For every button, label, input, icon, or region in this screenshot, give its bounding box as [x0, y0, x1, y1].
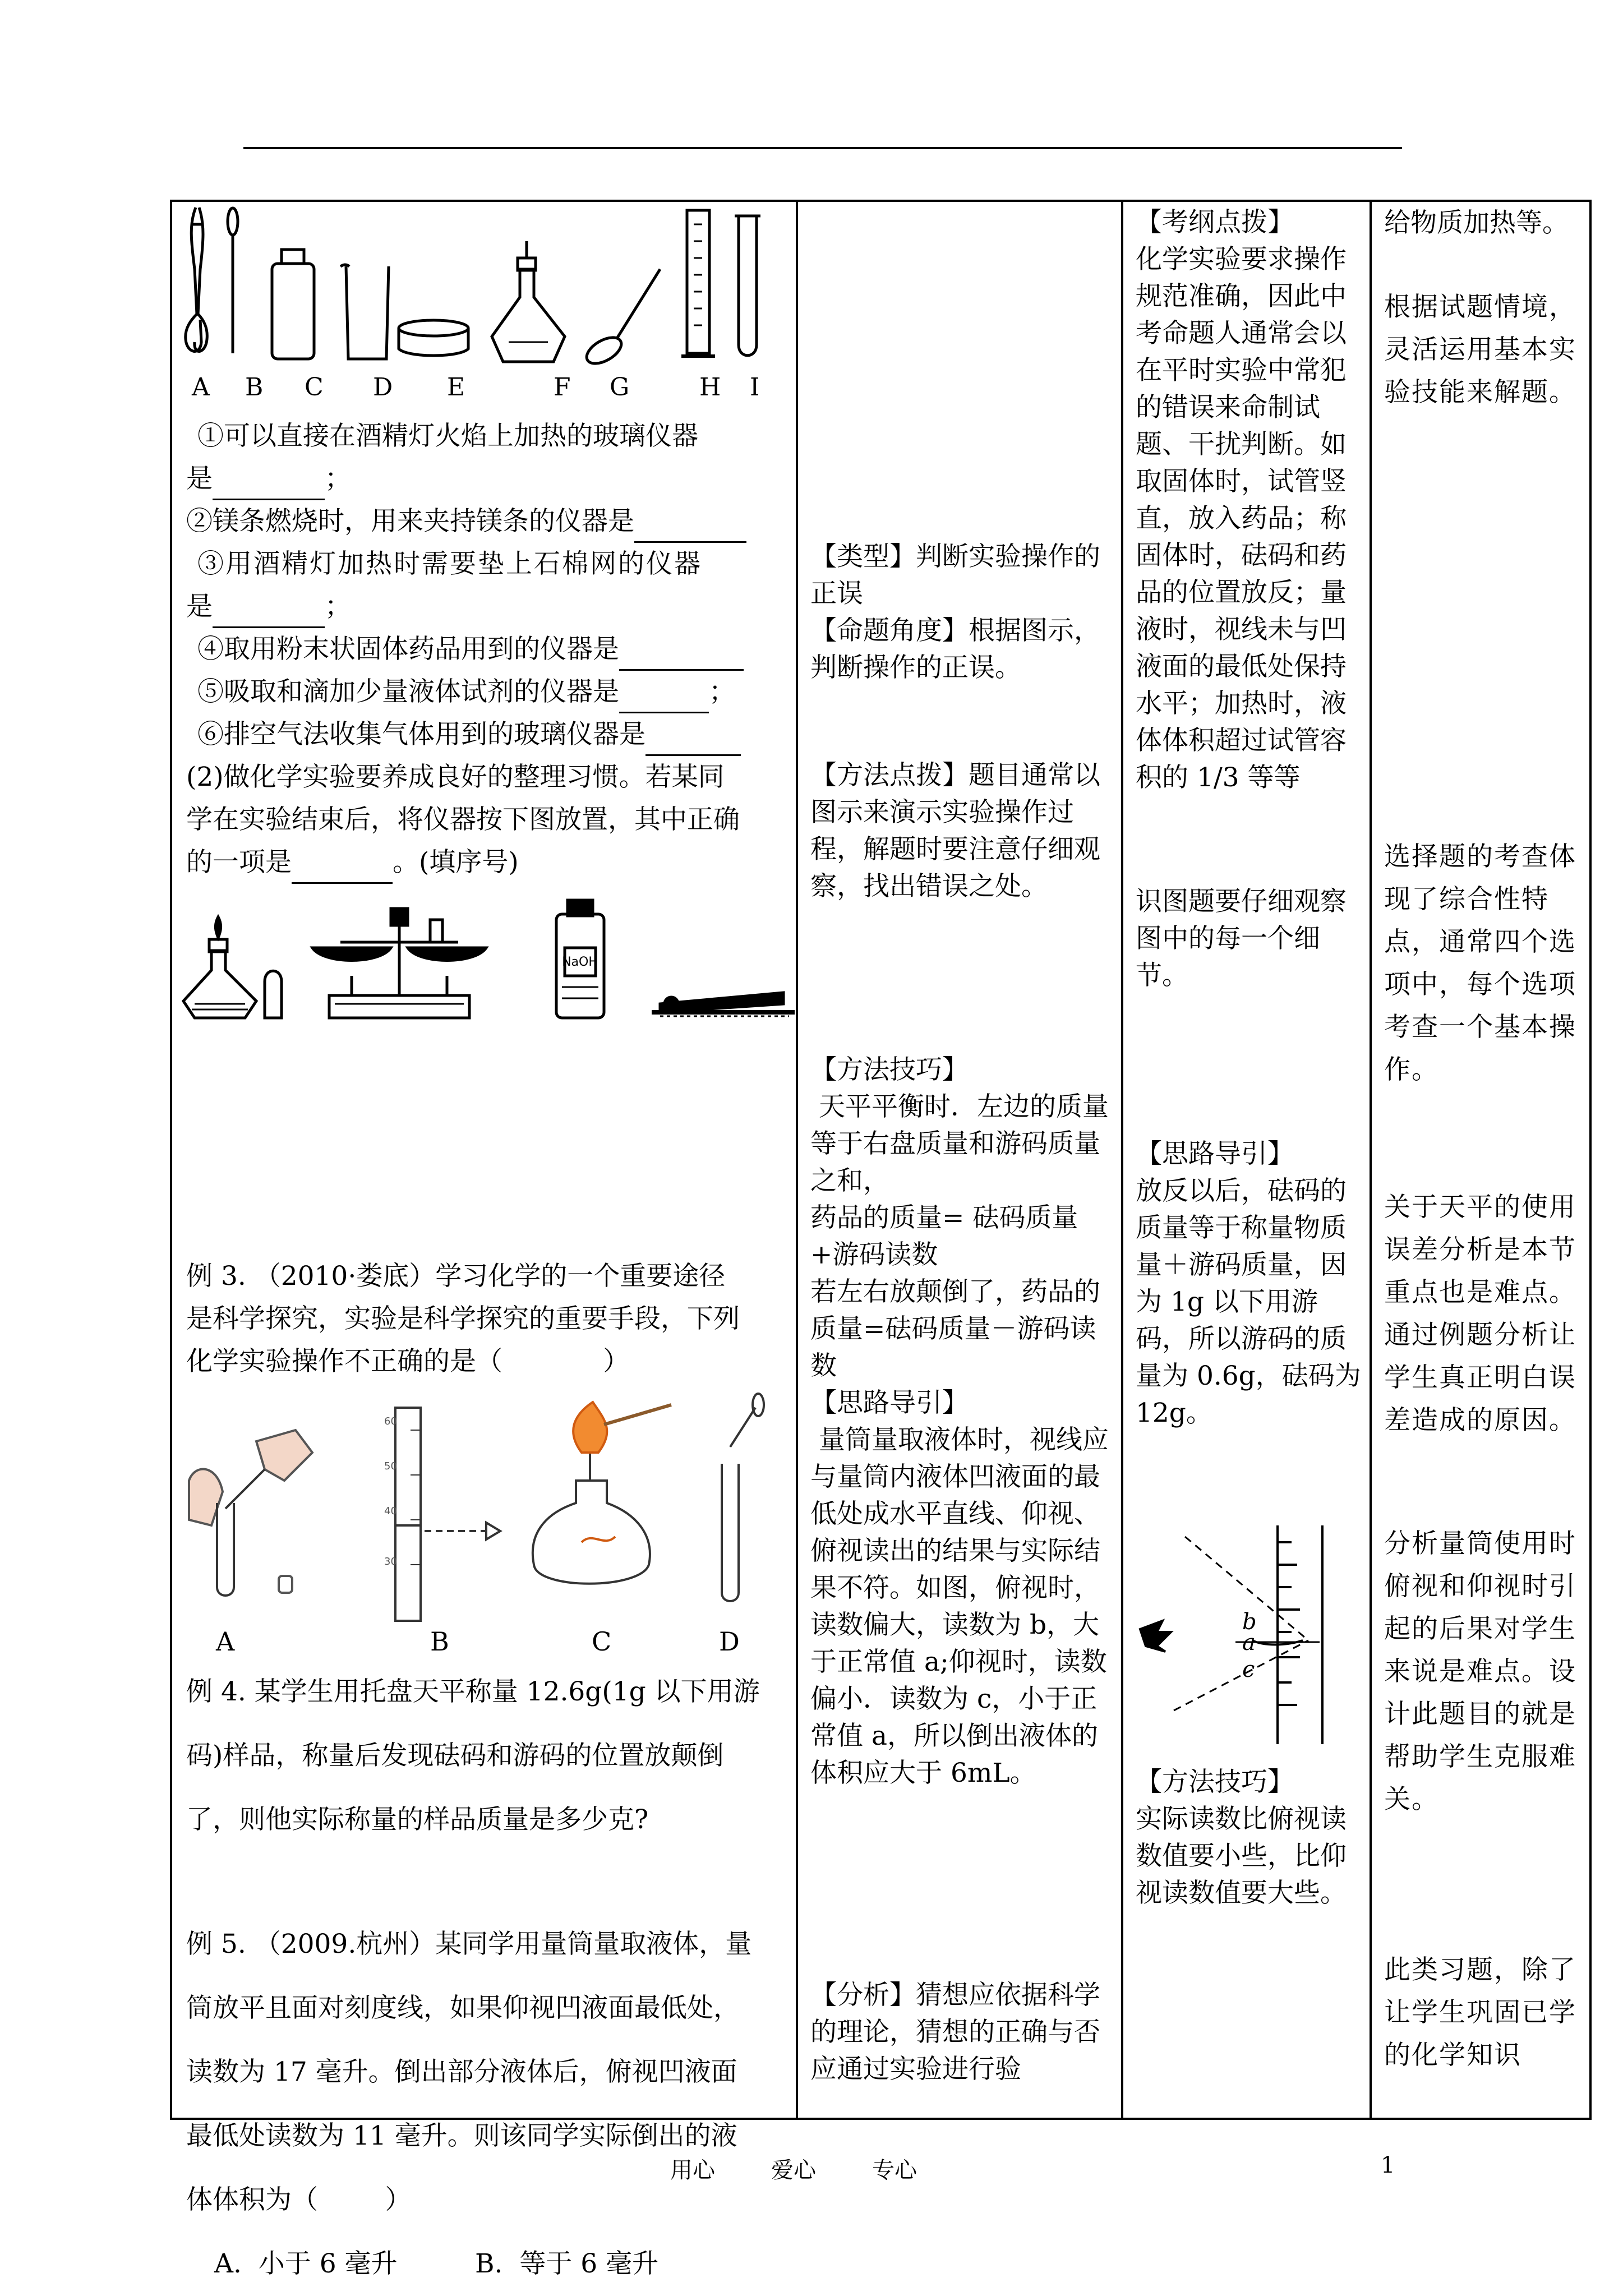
blank-1[interactable]: [213, 469, 325, 500]
example-3-line-1: 例 3. （2010·娄底）学习化学的一个重要途径: [186, 1261, 726, 1292]
letter-d: D: [373, 373, 393, 402]
note-1: 给物质加热等。: [1384, 208, 1569, 238]
cylinder-tick-50: 50: [384, 1460, 397, 1472]
think-guide: 【思路导引】 放反以后，砝码的质量等于称量物质量＋游码质量，因为 1g 以下用游码，所以游码的质量为 0.6g，砝码为 12g。: [1136, 1138, 1361, 1428]
letter-b: B: [245, 373, 264, 402]
example-5-line-4: 最低处读数为 11 毫升。则该同学实际倒出的液: [186, 2120, 737, 2151]
alcohol-lamp-icon: [492, 241, 565, 362]
example-3-line-2: 是科学探究，实验是科学探究的重要手段，下列: [186, 1303, 740, 1334]
header-rule: [243, 147, 1402, 149]
option-labels: [172, 1626, 798, 1660]
type-block: 【类型】判断实验操作的正误 【命题角度】根据图示，判断操作的正误。: [810, 541, 1100, 683]
tidy-up-figure: [172, 897, 798, 1021]
footer-motto-1: 用心: [670, 2157, 715, 2183]
reagent-bottle-icon: [272, 250, 314, 359]
dropping-liquid-icon: [722, 1394, 764, 1601]
instrument-letters: [183, 373, 789, 407]
fig-label-b: b: [1242, 1609, 1257, 1635]
crucible-tongs-icon: [186, 208, 208, 351]
example-4-line-1: 例 4. 某学生用托盘天平称量 12.6g(1g 以下用游: [186, 1676, 760, 1707]
example-4-line-3: 了，则他实际称量的样品质量是多少克?: [186, 1804, 649, 1835]
letter-h: H: [699, 373, 721, 402]
example-5-line-1: 例 5. （2009.杭州）某同学用量筒量取液体，量: [186, 1929, 752, 1960]
letter-f: F: [554, 373, 571, 402]
note-2: 根据试题情境，灵活运用基本实验技能来解题。: [1384, 292, 1576, 408]
letter-i: I: [750, 373, 760, 402]
option-c: C: [592, 1626, 612, 1657]
test-tube-icon: [735, 216, 760, 356]
question-3: ③用酒精灯加热时需要垫上石棉网的仪器: [197, 548, 702, 579]
example-5-line-2: 筒放平且面对刻度线，如果仰视凹液面最低处，: [186, 1993, 740, 2023]
footer-motto-3: 专心: [872, 2157, 917, 2183]
blank-5[interactable]: [619, 683, 709, 713]
note-5: 分析量筒使用时俯视和仰视时引起的后果对学生来说是难点。设计此题目的就是帮助学生克服难关。: [1384, 1528, 1576, 1815]
blank-6[interactable]: [645, 725, 741, 756]
cylinder-tick-40: 40: [384, 1505, 397, 1517]
cylinder-tick-30: 30: [384, 1556, 397, 1567]
method-skill: 【方法技巧】 天平平衡时．左边的质量等于右盘质量和游码质量之和， 药品的质量= 砝码质量+游码读数 若左右放颠倒了，药品的质量=砝码质量－游码读数 【思路导引】 量筒量取液体时，视线应与量筒内液体凹液面的最低处成水平直线、仰视、俯视读出的结果与实际结果不符。如图，俯视时，读数偏大，读数为 b，大于正常值 a;仰视时，读数偏小．读数为 c，小于正常值 a，所以倒出液体的体积应大于 6mL。: [810, 1054, 1109, 1788]
fig-label-a: a: [1242, 1630, 1256, 1656]
dish-icon: [399, 320, 468, 356]
letter-a: A: [192, 373, 210, 402]
fig-label-c: c: [1242, 1657, 1255, 1682]
test-tube-on-bench-icon: [652, 993, 795, 1016]
analysis: 【分析】猜想应依据科学的理论，猜想的正确与否应通过实验进行验: [810, 1980, 1100, 2085]
graduated-cylinder-icon: [681, 210, 715, 356]
blank-3[interactable]: [213, 597, 325, 628]
letter-e: E: [447, 373, 465, 402]
cylinder-tick-60: 60: [384, 1416, 397, 1427]
question-4: ④取用粉末状固体药品用到的仪器是: [197, 628, 744, 671]
reading-cylinder-icon: [395, 1408, 500, 1621]
example-5-line-5: 体体积为（ ）: [186, 2184, 412, 2215]
column-method: [798, 202, 1123, 2118]
example-5-option-a: A. 小于 6 毫升: [214, 2248, 398, 2279]
alcohol-lamp-icon: [183, 917, 282, 1018]
question-1: ①可以直接在酒精灯火焰上加热的玻璃仪器: [197, 421, 698, 451]
example-5-option-b: B. 等于 6 毫升: [475, 2248, 659, 2279]
option-b: B: [430, 1626, 449, 1657]
page-number: 1: [1381, 2152, 1395, 2178]
blank-2[interactable]: [634, 512, 746, 543]
blank-7[interactable]: [292, 853, 393, 884]
balance-icon: [312, 909, 486, 1018]
dropper-icon: [228, 208, 238, 353]
identify-tip: 识图题要仔细观察图中的每一个细节。: [1136, 886, 1347, 991]
method-point: 【方法点拨】题目通常以图示来演示实验操作过程，解题时要注意仔细观察，找出错误之处。: [810, 760, 1100, 902]
lighting-alcohol-lamp-icon: [533, 1402, 671, 1584]
blank-4[interactable]: [619, 640, 744, 671]
column-teaching-notes: [1372, 202, 1592, 2118]
note-3: 选择题的考查体现了综合性特点，通常四个选项中，每个选项考查一个基本操作。: [1384, 841, 1576, 1085]
pouring-liquid-icon: [189, 1430, 312, 1596]
note-6: 此类习题，除了让学生巩固已学的化学知识: [1384, 1954, 1576, 2071]
exam-point: 【考纲点拨】 化学实验要求操作规范准确，因此中考命题人通常会以在平时实验中常犯的错误来命制试题、干扰判断。如取固体时，试管竖直，放入药品；称固体时，砝码和药品的位置放反；量液时，视线未与凹液面的最低处保持水平；加热时，液体体积超过试管容积的 1/3 等等: [1136, 207, 1347, 793]
letter-g: G: [610, 373, 630, 402]
example-3-line-3: 化学实验操作不正确的是（ ）: [186, 1346, 630, 1377]
letter-c: C: [305, 373, 324, 402]
example-4-line-2: 码)样品，称量后发现砝码和游码的位置放颠倒: [186, 1740, 724, 1771]
method-skill-2: 【方法技巧】 实际读数比俯视读数值要小些，比仰视读数值要大些。: [1136, 1767, 1347, 1908]
question-6: ⑥排空气法收集气体用到的玻璃仪器是: [197, 713, 741, 756]
question-2: ②镁条燃烧时，用来夹持镁条的仪器是: [186, 500, 746, 543]
column-exam-points: [1123, 202, 1372, 2118]
question-1-answer: 是 ；: [186, 458, 351, 500]
note-4: 关于天平的使用误差分析是本节重点也是难点。通过例题分析让学生真正明白误差造成的原因。: [1384, 1192, 1576, 1436]
cylinder-reading-figure: [1123, 1520, 1372, 1744]
example-5-line-3: 读数为 17 毫升。倒出部分液体后，俯视凹液面: [186, 2057, 737, 2087]
option-d: D: [719, 1626, 740, 1657]
question-3-answer: 是 ；: [186, 585, 351, 628]
part-2-line-1: (2)做化学实验要养成良好的整理习惯。若某同: [186, 762, 725, 792]
spatula-icon: [583, 269, 660, 369]
lab-operations-figure: [172, 1396, 798, 1621]
part-2-line-3: 的一项是 。(填序号): [186, 841, 519, 884]
naoh-label: NaOH: [562, 955, 598, 969]
part-2-line-2: 学在实验结束后，将仪器按下图放置，其中正确: [186, 804, 740, 835]
option-a: A: [216, 1626, 235, 1657]
lab-instruments-figure: [172, 202, 798, 370]
question-5: ⑤吸取和滴加少量液体试剂的仪器是 ；: [197, 671, 735, 713]
beaker-icon: [340, 265, 389, 359]
footer-motto-2: 爱心: [771, 2157, 816, 2183]
